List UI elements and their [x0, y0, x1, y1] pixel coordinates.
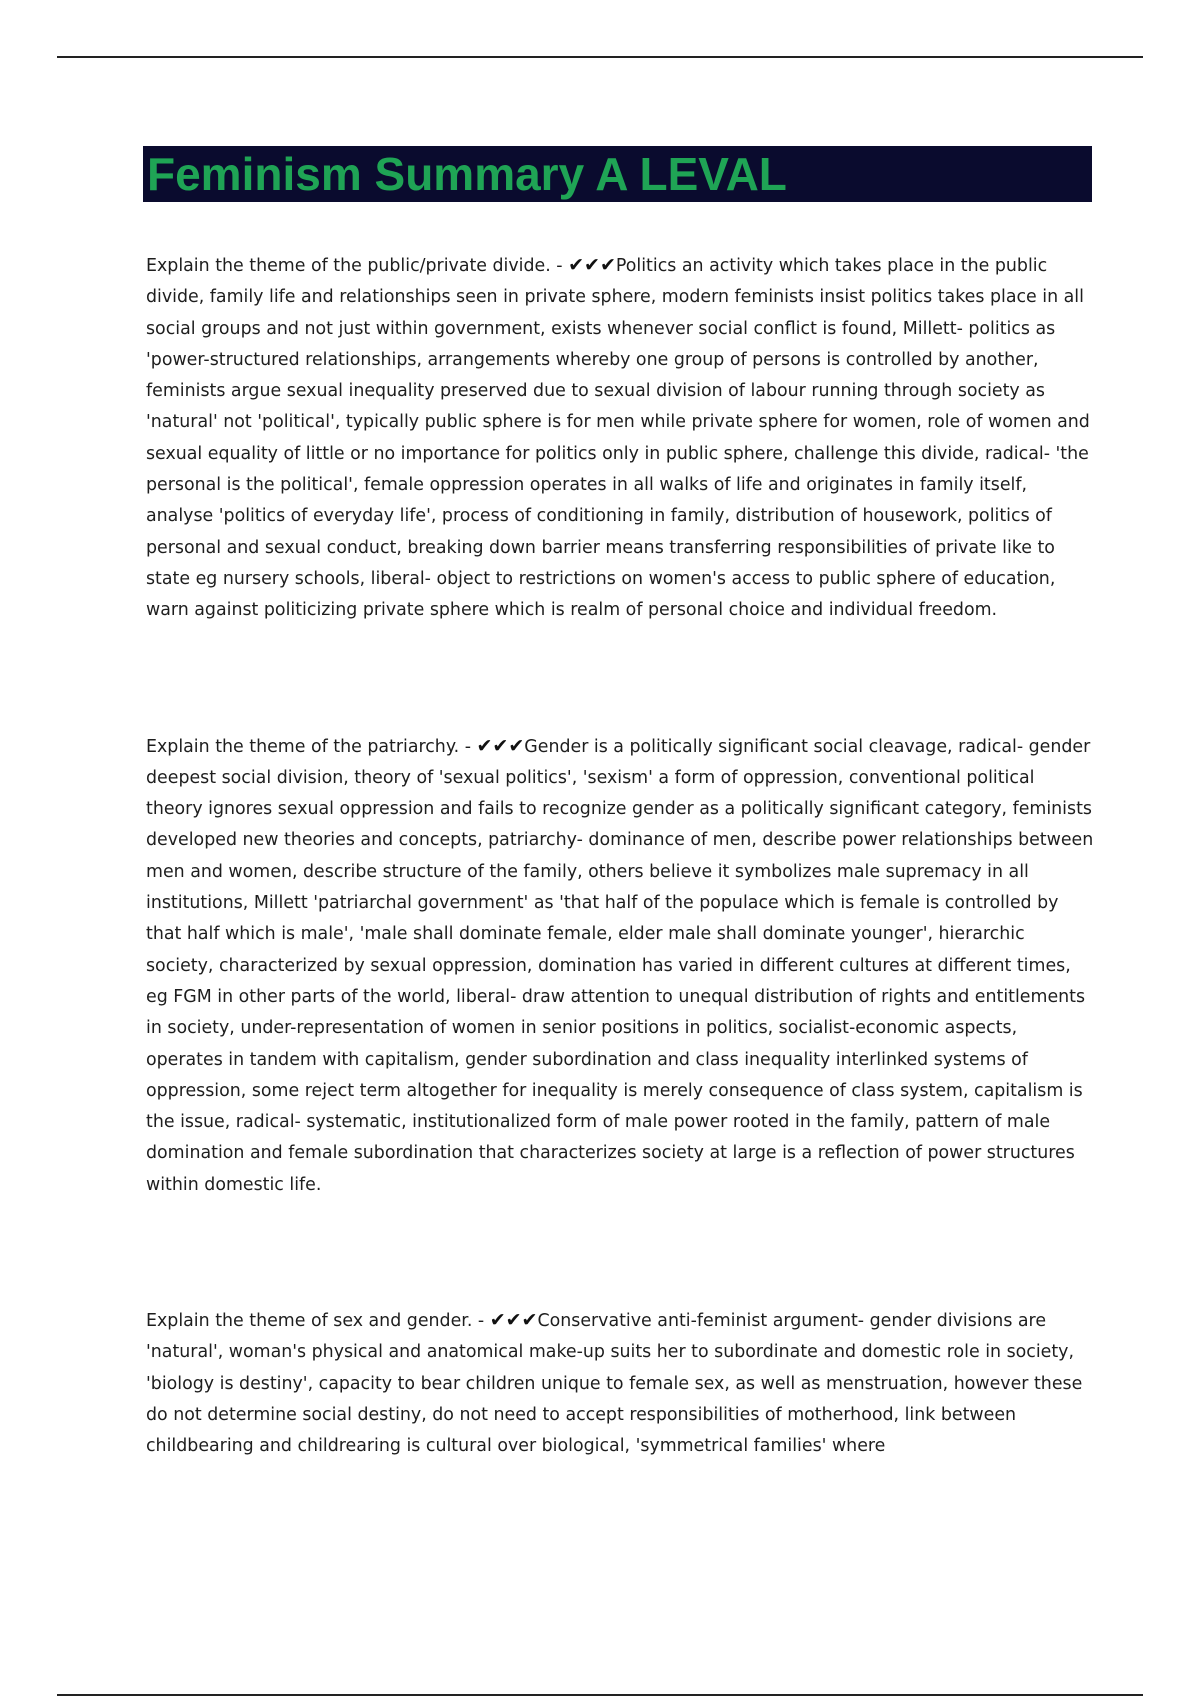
document-body	[146, 250, 1096, 1463]
answer-text: Conservative anti-feminist argument- gender divisions are 'natural', woman's physical and anatomical make-up suits her to subordinate and domestic role in society, 'biology is destiny', capacity to bear children unique to female sex, as well as menstruation, however these do not determine social destiny, do not need to accept responsibilities of motherhood, link between childbearing and childrearing is cultural over biological, 'symmetrical families' where	[146, 1311, 1083, 1457]
check-marks-icon: ✔✔✔	[476, 734, 525, 757]
check-marks-icon: ✔✔✔	[568, 254, 616, 276]
answer-text: Gender is a politically significant social cleavage, radical- gender deepest social division, theory of 'sexual politics', 'sexism' a form of oppression, conventional political theory ignores sexual oppression and fails to recognize gender as a politically significant category, feminists developed new theories and concepts, patriarchy- dominance of men, describe power relationships between men and women, describe structure of the family, others believe it symbolizes male supremacy in all institutions, Millett 'patriarchal government' as 'that half of the populace which is female is controlled by that half which is male', 'male shall dominate female, elder male shall dominate younger', hierarchic society, characterized by sexual oppression, domination has varied in different cultures at different times, eg FGM in other parts of the world, liberal- draw attention to unequal distribution of rights and entitlements in society, under-representation of women in senior positions in politics, socialist-economic aspects, operates in tandem with capitalism, gender subordination and class inequality interlinked systems of oppression, some reject term altogether for inequality is merely consequence of class system, capitalism is the issue, radical- systematic, institutionalized form of male power rooted in the family, pattern of male domination and female subordination that characterizes society at large is a reflection of power structures within domestic life.	[146, 736, 1094, 1195]
top-rule	[57, 56, 1143, 58]
entry-sex-and-gender	[146, 1305, 1096, 1462]
question-text: Explain the theme of the public/private divide. -	[146, 256, 569, 276]
question-text: Explain the theme of sex and gender. -	[146, 1311, 490, 1332]
title-banner	[143, 146, 1092, 202]
question-text: Explain the theme of the patriarchy. -	[146, 736, 477, 757]
document-title: Feminism Summary A LEVAL	[147, 148, 787, 200]
entry-public-private-divide	[146, 250, 1096, 627]
entry-patriarchy	[146, 731, 1096, 1201]
bottom-rule	[57, 1694, 1143, 1696]
answer-text: Politics an activity which takes place in the public divide, family life and relationships seen in private sphere, modern feminists insist politics takes place in all social groups and not just within government, exists whenever social conflict is found, Millett- politics as 'power-structured relationships, arrangements whereby one group of persons is controlled by another, feminists argue sexual inequality preserved due to sexual division of labour running through society as 'natural' not 'political', typically public sphere is for men while private sphere for women, role of women and sexual equality of little or no importance for politics only in public sphere, challenge this divide, radical- 'the personal is the political', female oppression operates in all walks of life and originates in family itself, analyse 'politics of everyday life', process of conditioning in family, distribution of housework, politics of personal and sexual conduct, breaking down barrier means transferring responsibilities of private like to state eg nursery schools, liberal- object to restrictions on women's access to public sphere of education, warn against politicizing private sphere which is realm of personal choice and individual freedom.	[146, 256, 1090, 621]
check-marks-icon: ✔✔✔	[489, 1309, 538, 1332]
